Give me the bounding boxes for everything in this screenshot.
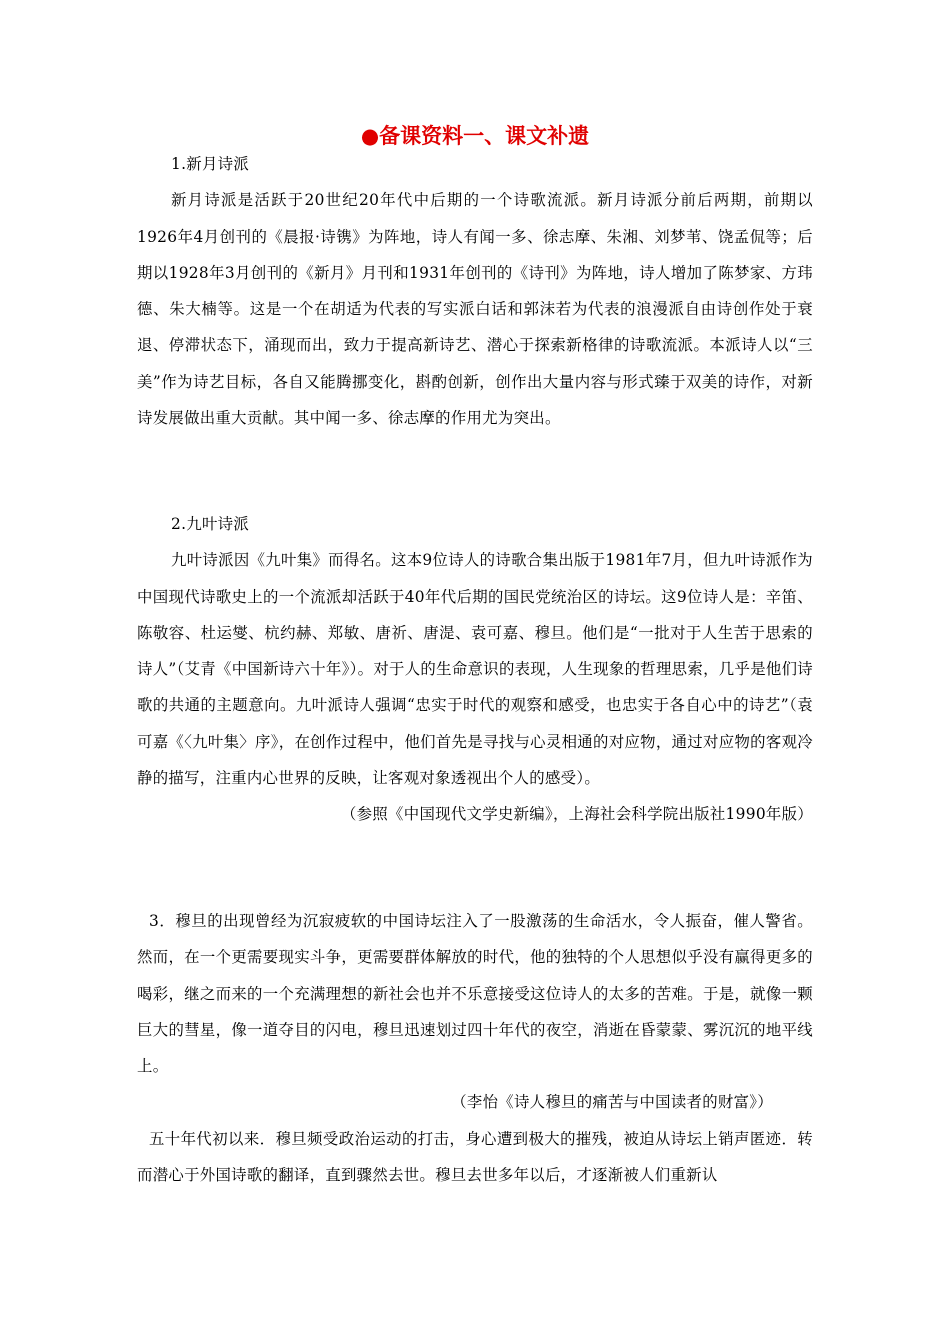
paragraph-xinyue: 新月诗派是活跃于20世纪20年代中后期的一个诗歌流派。新月诗派分前后两期，前期以1926年4月创刊的《晨报·诗镌》为阵地，诗人有闻一多、徐志摩、朱湘、刘梦苇、饶孟侃等；后期以1928年3月创刊的《新月》月刊和1931年创刊的《诗刊》为阵地，诗人增加了陈梦家、方玮德、朱大楠等。这是一个在胡适为代表的写实派白话和郭沫若为代表的浪漫派自由诗创作处于衰退、停滞状态下，涌现而出，致力于提高新诗艺、潜心于探索新格律的诗歌流派。本派诗人以“三美”作为诗艺目标，各自又能腾挪变化，斟酌创新，创作出大量内容与形式臻于双美的诗作，对新诗发展做出重大贡献。其中闻一多、徐志摩的作用尤为突出。 [137,191,813,428]
section-jiuye [137,506,813,833]
title-text: 备课资料一、课文补遗 [379,124,590,148]
citation-mudan: （李怡《诗人穆旦的痛苦与中国读者的财富》） [451,1093,773,1112]
paragraph-fifties: 五十年代初以来．穆旦频受政治运动的打击，身心遭到极大的摧残，被迫从诗坛上销声匿迹．转而潜心于外国诗歌的翻译，直到骤然去世。穆旦去世多年以后，才逐渐被人们重新认 [137,1129,813,1185]
paragraph-jiuye: 九叶诗派因《九叶集》而得名。这本9位诗人的诗歌合集出版于1981年7月，但九叶诗派作为中国现代诗歌史上的一个流派却活跃于40年代后期的国民党统治区的诗坛。这9位诗人是：辛笛、陈敬容、杜运燮、杭约赫、郑敏、唐祈、唐湜、袁可嘉、穆旦。他们是“一批对于人生苦于思索的诗人”（艾青《中国新诗六十年》）。对于人的生命意识的表现，人生现象的哲理思索，几乎是他们诗歌的共通的主题意向。九叶派诗人强调“忠实于时代的观察和感受，也忠实于各自心中的诗艺”（袁可嘉《〈九叶集〉序》，在创作过程中，他们首先是寻找与心灵相通的对应物，通过对应物的客观冷静的描写，注重内心世界的反映，让客观对象透视出个人的感受）。 [137,551,813,788]
paragraph-mudan: 3．穆旦的出现曾经为沉寂疲软的中国诗坛注入了一股激荡的生命活水，令人振奋，催人警省。然而，在一个更需要现实斗争，更需要群体解放的时代，他的独特的个人思想似乎没有赢得更多的喝彩，继之而来的一个充满理想的新社会也并不乐意接受这位诗人的太多的苦难。于是，就像一颗巨大的彗星，像一道夺目的闪电，穆旦迅速划过四十年代的夜空，消逝在昏蒙蒙、雾沉沉的地平线上。 [137,912,813,1076]
red-bullet-icon: ● [360,124,380,148]
citation-jiuye: （参照《中国现代文学史新编》，上海社会科学院出版社1990年版） [340,805,813,824]
section-heading-xinyue: 1.新月诗派 [171,155,250,173]
section-xinyue [137,146,813,436]
section-heading-jiuye: 2.九叶诗派 [171,515,250,533]
section-mudan [137,903,813,1193]
